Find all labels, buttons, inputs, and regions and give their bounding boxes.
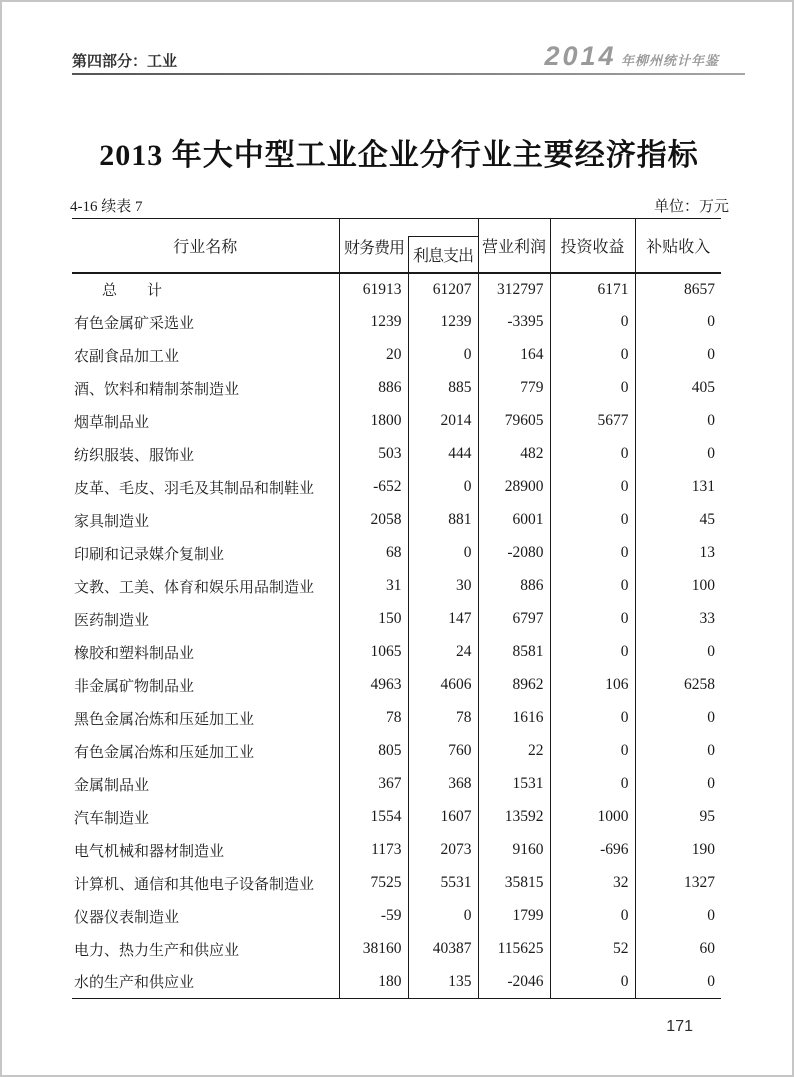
industry-name-cell: 文教、工美、体育和娱乐用品制造业: [74, 579, 315, 596]
value-cell: 1327: [635, 867, 721, 900]
value-cell: 0: [408, 339, 478, 372]
value-cell: 61913: [339, 273, 408, 306]
value-cell: 79605: [478, 405, 550, 438]
value-cell: 38160: [339, 933, 408, 966]
value-cell: 8657: [635, 273, 721, 306]
value-cell: 1173: [339, 834, 408, 867]
value-cell: 0: [550, 438, 635, 471]
value-cell: 1554: [339, 801, 408, 834]
value-cell: 0: [635, 438, 721, 471]
industry-name-cell: 烟草制品业: [74, 414, 150, 431]
value-cell: 6797: [478, 603, 550, 636]
value-cell: 35815: [478, 867, 550, 900]
value-cell: 78: [408, 702, 478, 735]
value-cell: 881: [408, 504, 478, 537]
value-cell: 8962: [478, 669, 550, 702]
value-cell: 5531: [408, 867, 478, 900]
value-cell: 95: [635, 801, 721, 834]
value-cell: 45: [635, 504, 721, 537]
value-cell: 886: [339, 372, 408, 405]
running-head-rule: [72, 73, 745, 75]
industry-name-cell: 总 计: [102, 283, 163, 299]
value-cell: 5677: [550, 405, 635, 438]
table-row: [72, 603, 721, 636]
table-row: [72, 768, 721, 801]
industry-name-cell: 酒、饮料和精制茶制造业: [74, 381, 240, 398]
column-header-operating-profit: 营业利润: [478, 219, 550, 273]
value-cell: 115625: [478, 933, 550, 966]
table-header: [72, 219, 721, 273]
value-cell: 164: [478, 339, 550, 372]
value-cell: 190: [635, 834, 721, 867]
industry-name-cell: 水的生产和供应业: [74, 975, 195, 992]
value-cell: 106: [550, 669, 635, 702]
industry-name-cell: 印刷和记录媒介复制业: [74, 546, 225, 563]
value-cell: 6001: [478, 504, 550, 537]
value-cell: 885: [408, 372, 478, 405]
value-cell: 0: [550, 702, 635, 735]
value-cell: 33: [635, 603, 721, 636]
value-cell: 0: [550, 537, 635, 570]
value-cell: 0: [635, 768, 721, 801]
value-cell: 28900: [478, 471, 550, 504]
value-cell: 150: [339, 603, 408, 636]
value-cell: 0: [635, 702, 721, 735]
table-row-total: [72, 273, 721, 306]
value-cell: 0: [635, 900, 721, 933]
value-cell: 30: [408, 570, 478, 603]
table-row: [72, 471, 721, 504]
value-cell: 0: [635, 405, 721, 438]
value-cell: 0: [550, 504, 635, 537]
section-label: 第四部分：工业: [72, 53, 178, 70]
value-cell: 6171: [550, 273, 635, 306]
value-cell: 0: [635, 339, 721, 372]
industry-name-cell: 仪器仪表制造业: [74, 909, 180, 926]
value-cell: 2058: [339, 504, 408, 537]
value-cell: 0: [550, 900, 635, 933]
page-title: 2013 年大中型工业企业分行业主要经济指标: [99, 139, 699, 172]
value-cell: 52: [550, 933, 635, 966]
industry-name-cell: 有色金属冶炼和压延加工业: [74, 744, 255, 761]
table-row: [72, 405, 721, 438]
value-cell: 32: [550, 867, 635, 900]
industry-name-cell: 橡胶和塑料制品业: [74, 645, 195, 662]
table-row: [72, 306, 721, 339]
column-header-industry: 行业名称: [72, 219, 339, 273]
value-cell: 0: [635, 306, 721, 339]
value-cell: 1531: [478, 768, 550, 801]
value-cell: 0: [550, 306, 635, 339]
value-cell: -3395: [478, 306, 550, 339]
value-cell: 1065: [339, 636, 408, 669]
table-row: [72, 570, 721, 603]
value-cell: 22: [478, 735, 550, 768]
value-cell: 9160: [478, 834, 550, 867]
industry-indicators-table: [72, 218, 721, 999]
value-cell: 1239: [339, 306, 408, 339]
value-cell: 135: [408, 966, 478, 999]
table-row: [72, 702, 721, 735]
value-cell: 7525: [339, 867, 408, 900]
industry-name-cell: 纺织服装、服饰业: [74, 447, 195, 464]
industry-name-cell: 电气机械和器材制造业: [74, 843, 225, 860]
column-header-interest-expense: 利息支出: [408, 236, 478, 272]
running-head: [72, 42, 745, 75]
value-cell: 367: [339, 768, 408, 801]
table-row: [72, 900, 721, 933]
value-cell: 78: [339, 702, 408, 735]
value-cell: 0: [550, 570, 635, 603]
value-cell: 0: [635, 636, 721, 669]
value-cell: 805: [339, 735, 408, 768]
value-cell: 368: [408, 768, 478, 801]
value-cell: 4963: [339, 669, 408, 702]
value-cell: 0: [550, 372, 635, 405]
column-header-financial-expense: 财务费用: [343, 239, 404, 257]
industry-name-cell: 金属制品业: [74, 777, 150, 794]
value-cell: 24: [408, 636, 478, 669]
value-cell: 0: [550, 636, 635, 669]
value-cell: 147: [408, 603, 478, 636]
table-row: [72, 966, 721, 999]
industry-name-cell: 有色金属矿采选业: [74, 315, 195, 332]
value-cell: 1000: [550, 801, 635, 834]
value-cell: 6258: [635, 669, 721, 702]
value-cell: 0: [550, 603, 635, 636]
value-cell: 0: [550, 966, 635, 999]
value-cell: 779: [478, 372, 550, 405]
table-row: [72, 438, 721, 471]
value-cell: 2073: [408, 834, 478, 867]
value-cell: -2046: [478, 966, 550, 999]
value-cell: 40387: [408, 933, 478, 966]
table-row: [72, 636, 721, 669]
industry-name-cell: 医药制造业: [74, 612, 150, 629]
industry-name-cell: 皮革、毛皮、羽毛及其制品和制鞋业: [74, 480, 315, 497]
value-cell: 503: [339, 438, 408, 471]
value-cell: 31: [339, 570, 408, 603]
yearbook-logo: [544, 41, 745, 75]
value-cell: 0: [550, 735, 635, 768]
industry-name-cell: 农副食品加工业: [74, 348, 180, 365]
value-cell: 886: [478, 570, 550, 603]
table-body: [72, 273, 721, 999]
column-header-investment-income: 投资收益: [550, 219, 635, 273]
table-row: [72, 669, 721, 702]
value-cell: 180: [339, 966, 408, 999]
table-row: [72, 834, 721, 867]
table-row: [72, 801, 721, 834]
industry-name-cell: 非金属矿物制品业: [74, 678, 195, 695]
value-cell: 0: [635, 966, 721, 999]
value-cell: 60: [635, 933, 721, 966]
value-cell: 0: [408, 537, 478, 570]
value-cell: 0: [550, 768, 635, 801]
table-row: [72, 537, 721, 570]
value-cell: 444: [408, 438, 478, 471]
industry-name-cell: 计算机、通信和其他电子设备制造业: [74, 876, 315, 893]
value-cell: -59: [339, 900, 408, 933]
value-cell: 1616: [478, 702, 550, 735]
value-cell: 131: [635, 471, 721, 504]
value-cell: 482: [478, 438, 550, 471]
table-row: [72, 372, 721, 405]
table-number: 4-16 续表 7: [70, 199, 143, 215]
value-cell: 760: [408, 735, 478, 768]
page-number: 171: [666, 1018, 693, 1035]
industry-name-cell: 家具制造业: [74, 513, 150, 530]
table-row: [72, 735, 721, 768]
yearbook-logo-year: 2014: [544, 41, 617, 71]
value-cell: -2080: [478, 537, 550, 570]
value-cell: 4606: [408, 669, 478, 702]
value-cell: 1607: [408, 801, 478, 834]
unit-label: 单位：万元: [653, 199, 729, 215]
value-cell: 0: [635, 735, 721, 768]
value-cell: 13: [635, 537, 721, 570]
header-row: [72, 219, 721, 273]
value-cell: -652: [339, 471, 408, 504]
industry-name-cell: 电力、热力生产和供应业: [74, 942, 240, 959]
value-cell: 0: [550, 339, 635, 372]
value-cell: 312797: [478, 273, 550, 306]
value-cell: 0: [408, 471, 478, 504]
value-cell: -696: [550, 834, 635, 867]
value-cell: 1799: [478, 900, 550, 933]
value-cell: 8581: [478, 636, 550, 669]
column-header-financial-expense-group: [339, 219, 478, 273]
value-cell: 61207: [408, 273, 478, 306]
value-cell: 1239: [408, 306, 478, 339]
value-cell: 100: [635, 570, 721, 603]
table-meta: [70, 195, 729, 216]
value-cell: 13592: [478, 801, 550, 834]
value-cell: 2014: [408, 405, 478, 438]
value-cell: 1800: [339, 405, 408, 438]
industry-name-cell: 汽车制造业: [74, 810, 150, 827]
industry-name-cell: 黑色金属冶炼和压延加工业: [74, 711, 255, 728]
value-cell: 68: [339, 537, 408, 570]
table-row: [72, 339, 721, 372]
yearbook-logo-text: 年柳州统计年鉴: [620, 53, 719, 68]
value-cell: 405: [635, 372, 721, 405]
column-header-subsidy-income: 补贴收入: [635, 219, 721, 273]
value-cell: 0: [550, 471, 635, 504]
table-row: [72, 504, 721, 537]
value-cell: 0: [408, 900, 478, 933]
table-row: [72, 867, 721, 900]
table-row: [72, 933, 721, 966]
value-cell: 20: [339, 339, 408, 372]
